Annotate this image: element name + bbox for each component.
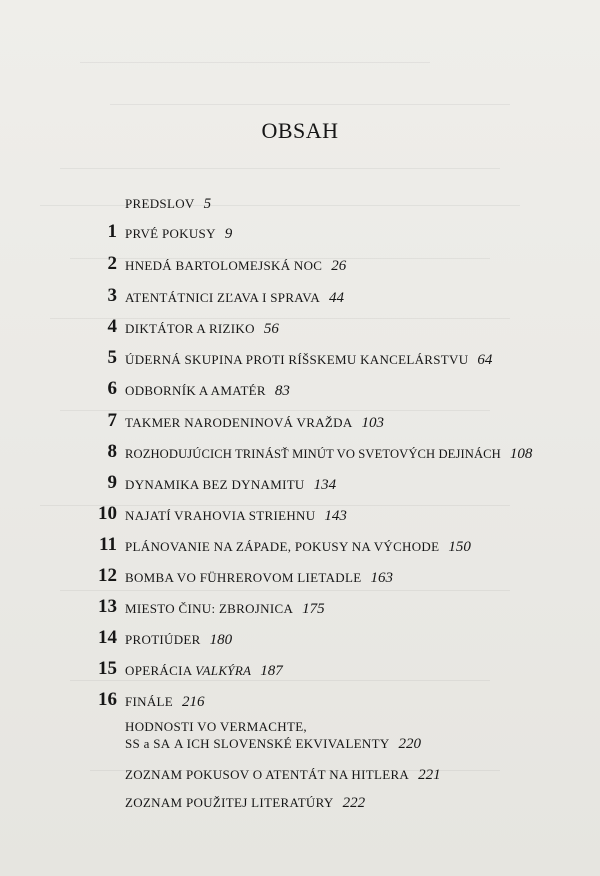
entry-title-line1: HODNOSTI VO VERMACHTE, [125, 719, 307, 734]
toc-entry [0, 534, 600, 561]
entry-title: HNEDÁ BARTOLOMEJSKÁ NOC [125, 258, 323, 273]
entry-page: 222 [342, 795, 366, 811]
entry-title: PLÁNOVANIE NA ZÁPADE, POKUSY NA VÝCHODE [125, 539, 440, 554]
toc-entry-label [125, 795, 365, 812]
entry-title: NAJATÍ VRAHOVIA STRIEHNU [125, 508, 316, 523]
toc-entry-label [125, 601, 325, 618]
chapter-number: 4 [107, 316, 117, 337]
toc-entry-label [125, 632, 232, 649]
entry-page: 187 [260, 663, 283, 679]
entry-title: MIESTO ČINU: ZBROJNICA [125, 601, 294, 616]
entry-title: PREDSLOV [125, 196, 195, 211]
entry-title: FINÁLE [125, 694, 174, 709]
entry-page: 216 [182, 694, 205, 710]
chapter-number: 7 [107, 410, 117, 431]
toc-entry-label [125, 694, 205, 711]
entry-page: 44 [329, 290, 345, 306]
toc-appendix-attempts [0, 765, 600, 789]
toc-title: OBSAH [261, 118, 339, 143]
toc-entry [0, 347, 600, 374]
entry-page: 9 [224, 226, 233, 242]
chapter-number: 15 [98, 658, 117, 679]
entry-title: OPERÁCIA [125, 663, 192, 678]
entry-page: 175 [302, 601, 325, 617]
toc-entry [0, 221, 600, 248]
toc-entry-label [125, 196, 211, 213]
toc-entry [0, 316, 600, 343]
entry-page: 56 [263, 321, 279, 337]
entry-title-emphasis: VALKÝRA [195, 663, 252, 678]
chapter-number: 3 [107, 285, 117, 306]
entry-page: 64 [477, 352, 493, 368]
entry-title-part: SA [153, 736, 171, 751]
entry-title-part: a [143, 736, 150, 751]
entry-title: DIKTÁTOR A RIZIKO [125, 321, 255, 336]
toc-entry-label [125, 477, 336, 494]
toc-entry-label [125, 446, 532, 463]
toc-entry-label [125, 321, 279, 338]
entry-title: ZOZNAM POUŽITEJ LITERATÚRY [125, 795, 334, 810]
toc-entry [0, 410, 600, 437]
chapter-number: 12 [98, 565, 117, 586]
toc-entry [0, 627, 600, 654]
chapter-number: 16 [98, 689, 117, 710]
entry-title-part: A ICH SLOVENSKÉ EKVIVALENTY [174, 736, 390, 751]
toc-appendix-ranks [125, 718, 421, 753]
entry-title: ATENTÁTNICI ZĽAVA I SPRAVA [125, 290, 321, 305]
entry-page: 134 [313, 477, 337, 493]
entry-page: 150 [448, 539, 471, 555]
toc-entry [0, 285, 600, 312]
entry-page: 108 [509, 446, 533, 462]
entry-page: 221 [418, 767, 441, 783]
toc-entry-label [125, 352, 492, 369]
chapter-number: 13 [98, 596, 117, 617]
chapter-number: 1 [107, 221, 117, 242]
entry-page: 5 [203, 196, 212, 212]
toc-entry [0, 596, 600, 623]
entry-title: TAKMER NARODENINOVÁ VRAŽDA [125, 415, 353, 430]
toc-appendix-literature [0, 793, 600, 817]
entry-page: 83 [274, 383, 290, 399]
entry-title: BOMBA VO FÜHREROVOM LIETADLE [125, 570, 362, 585]
toc-entry-label [125, 290, 344, 307]
entry-page: 180 [209, 632, 233, 648]
toc-entry [0, 472, 600, 499]
toc-entry-label [125, 767, 441, 784]
entry-title: ODBORNÍK A AMATÉR [125, 383, 266, 398]
chapter-number: 10 [98, 503, 117, 524]
entry-title: DYNAMIKA BEZ DYNAMITU [125, 477, 305, 492]
chapter-number: 8 [107, 441, 117, 462]
entry-title: PROTIÚDER [125, 632, 201, 647]
toc-entry-label [125, 663, 283, 680]
toc-entry-preface [0, 196, 600, 220]
toc-entry-label [125, 415, 384, 432]
toc-entry-label [125, 570, 393, 587]
toc-entry [0, 565, 600, 592]
entry-title: ÚDERNÁ SKUPINA PROTI RÍŠSKEMU KANCELÁRSTVU [125, 352, 469, 367]
entry-page: 103 [361, 415, 385, 431]
toc-entry-label [125, 226, 232, 243]
toc-entry-label [125, 539, 471, 556]
entry-title-part: SS [125, 736, 141, 751]
entry-title-line2 [125, 735, 421, 753]
chapter-number: 2 [107, 253, 117, 274]
chapter-number: 9 [107, 472, 117, 493]
toc-entry-label [125, 508, 347, 525]
toc-entry-label [125, 383, 290, 400]
entry-title: ZOZNAM POKUSOV O ATENTÁT NA HITLERA [125, 767, 410, 782]
entry-page: 143 [324, 508, 347, 524]
chapter-number: 14 [98, 627, 117, 648]
chapter-number: 11 [99, 534, 117, 555]
toc-entry [0, 503, 600, 530]
entry-page: 26 [331, 258, 347, 274]
toc-entry-label [125, 258, 346, 275]
entry-title: PRVÉ POKUSY [125, 226, 216, 241]
entry-page: 220 [398, 736, 422, 752]
toc-entry [0, 378, 600, 405]
toc-entry [0, 689, 600, 716]
entry-title: ROZHODUJÚCICH TRINÁSŤ MINÚT VO SVETOVÝCH DEJINÁCH [125, 447, 501, 461]
toc-entry [0, 658, 600, 685]
chapter-number: 5 [107, 347, 117, 368]
toc-entry [0, 441, 600, 468]
entry-page: 163 [370, 570, 393, 586]
toc-entry [0, 253, 600, 280]
chapter-number: 6 [107, 378, 117, 399]
